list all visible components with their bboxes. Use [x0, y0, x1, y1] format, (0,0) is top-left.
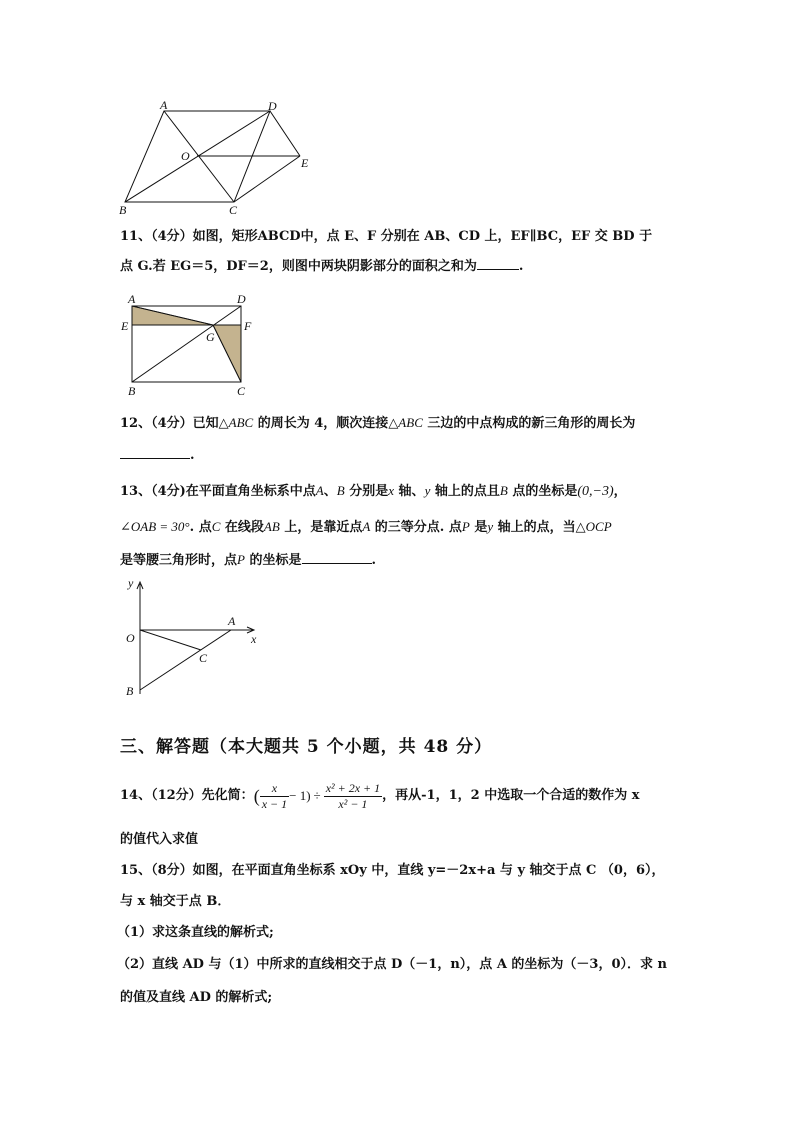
q13-point-P2: P: [237, 552, 245, 567]
q13-answer-blank: [302, 563, 372, 564]
q14-suffix: ，再从-1，1，2 中选取一个合适的数作为 x: [382, 788, 640, 803]
q13-line2: [120, 518, 612, 537]
label-A: A: [160, 98, 168, 112]
q11-answer-blank: [477, 269, 519, 270]
coordinate-diagram: [118, 574, 268, 704]
q14-fraction-2: [324, 781, 382, 812]
q13-line1: [120, 482, 627, 501]
q13-text-i: 的三等分点. 点: [370, 520, 462, 535]
label-D: D: [268, 99, 277, 113]
label-O: O: [126, 631, 135, 645]
label-B: B: [119, 203, 127, 217]
q12-prefix: 12、（4分）已知: [120, 416, 219, 431]
q13-point-B: B: [336, 483, 345, 498]
q13-text-a: 13、（4分)在平面直角坐标系中点: [120, 484, 316, 499]
q13-point-B2: B: [499, 483, 508, 498]
section-title: 三、解答题（本大题共 5 个小题，共 48 分）: [120, 737, 493, 757]
label-B: B: [128, 384, 136, 398]
q14-frac2-denominator: x² − 1: [338, 796, 368, 811]
q13-text-h: 上，是靠近点: [279, 520, 363, 535]
q13-point-A: A: [315, 483, 324, 498]
q12-mid: 的周长为 4，顺次连接: [253, 416, 389, 431]
label-A: A: [128, 292, 136, 306]
q13-point-C: C: [211, 519, 221, 534]
q13-y: y: [424, 483, 431, 498]
label-F: F: [244, 319, 252, 333]
label-B: B: [126, 684, 134, 698]
q13-text-e: 点的坐标是: [507, 484, 578, 499]
q13-comma: ，: [613, 484, 627, 499]
q12-answer-blank: [120, 458, 190, 459]
q14-line2: 的值代入求值: [120, 832, 199, 847]
q13-text-b: 分别是: [344, 484, 389, 499]
q12-end: .: [190, 448, 195, 463]
q13-end: .: [371, 553, 377, 568]
q13-y2: y: [487, 519, 494, 534]
q14-open-paren: (: [253, 786, 260, 806]
label-C: C: [199, 651, 208, 665]
q13-text-l: 是等腰三角形时，点: [120, 553, 238, 568]
q13-point-A2: A: [362, 519, 371, 534]
q13-point-P: P: [461, 519, 470, 534]
q12-tail: 三边的中点构成的新三角形的周长为: [422, 416, 636, 431]
q14-fraction-1: [260, 781, 289, 812]
q13-triangle-OCP: △OCP: [575, 519, 612, 534]
q14-frac1-numerator: x: [260, 781, 289, 797]
q13-angle: ∠OAB = 30°: [120, 519, 190, 534]
label-E: E: [301, 156, 309, 170]
q12-line1: [120, 414, 635, 433]
q13-text-d: 轴上的点且: [430, 484, 500, 499]
q15-line1: 15、（8分）如图，在平面直角坐标系 xOy 中，直线 y=－2x+a 与 y 轴交于点 C （0，6），: [120, 863, 665, 878]
q11-line2: [120, 258, 523, 276]
q15-part1: （1）求这条直线的解析式;: [117, 925, 274, 940]
q13-segment-AB: AB: [263, 519, 280, 534]
q11-end: .: [518, 259, 524, 274]
segment-DE: [270, 111, 300, 156]
label-C: C: [229, 203, 238, 217]
figure-parallelogram: [115, 98, 315, 220]
q11-line1: 11、（4分）如图，矩形ABCD中，点 E、F 分别在 AB、CD 上，EF∥BC，EF 交 BD 于: [120, 229, 653, 244]
q13-text-f: . 点: [189, 520, 212, 535]
rectangle-diagram: [118, 292, 258, 400]
q14-line1: [120, 778, 639, 815]
figure-rectangle: [118, 292, 258, 400]
label-O: O: [181, 149, 190, 163]
label-y: y: [128, 576, 134, 590]
q13-text-m: 的坐标是: [244, 553, 302, 568]
q14-minus-one: − 1): [289, 788, 311, 803]
q14-divide: ÷: [313, 788, 321, 803]
q12-triangle-2: △ABC: [388, 415, 423, 430]
q13-text-j: 是: [469, 520, 488, 535]
q14-frac1-denominator: x − 1: [261, 796, 288, 811]
segment-EC: [234, 156, 300, 202]
label-E: E: [121, 319, 129, 333]
q14-prefix: 14、（12分）先化简：: [120, 788, 254, 803]
q13-coordinate: (0,−3): [577, 484, 614, 499]
label-G: G: [206, 330, 215, 344]
q13-text-g: 在线段: [220, 520, 264, 535]
q15-part2-line1: （2）直线 AD 与（1）中所求的直线相交于点 D（－1，n），点 A 的坐标为（－3，0）．求 n: [117, 957, 668, 972]
label-C: C: [237, 384, 246, 398]
q11-text: 点 G.若 EG＝5，DF＝2，则图中两块阴影部分的面积之和为: [120, 259, 477, 274]
q13-text-c: 轴、: [394, 484, 425, 499]
segment-OC: [140, 630, 201, 650]
label-A: A: [228, 614, 236, 628]
q13-x: x: [388, 483, 395, 498]
q13-sep: 、: [323, 484, 337, 499]
q12-triangle-1: △ABC: [218, 415, 254, 430]
q12-line2: [120, 447, 195, 465]
figure-coordinate: [118, 574, 268, 704]
segment-AB: [140, 630, 231, 690]
label-D: D: [237, 292, 246, 306]
q15-line2: 与 x 轴交于点 B．: [120, 894, 231, 909]
parallelogram-diagram: [115, 98, 315, 220]
q15-part2-line2: 的值及直线 AD 的解析式;: [120, 990, 273, 1005]
q14-frac2-numerator: x² + 2x + 1: [325, 780, 381, 795]
label-x: x: [251, 632, 257, 646]
q13-line3: [120, 551, 376, 570]
q13-text-k: 轴上的点，当: [493, 520, 576, 535]
